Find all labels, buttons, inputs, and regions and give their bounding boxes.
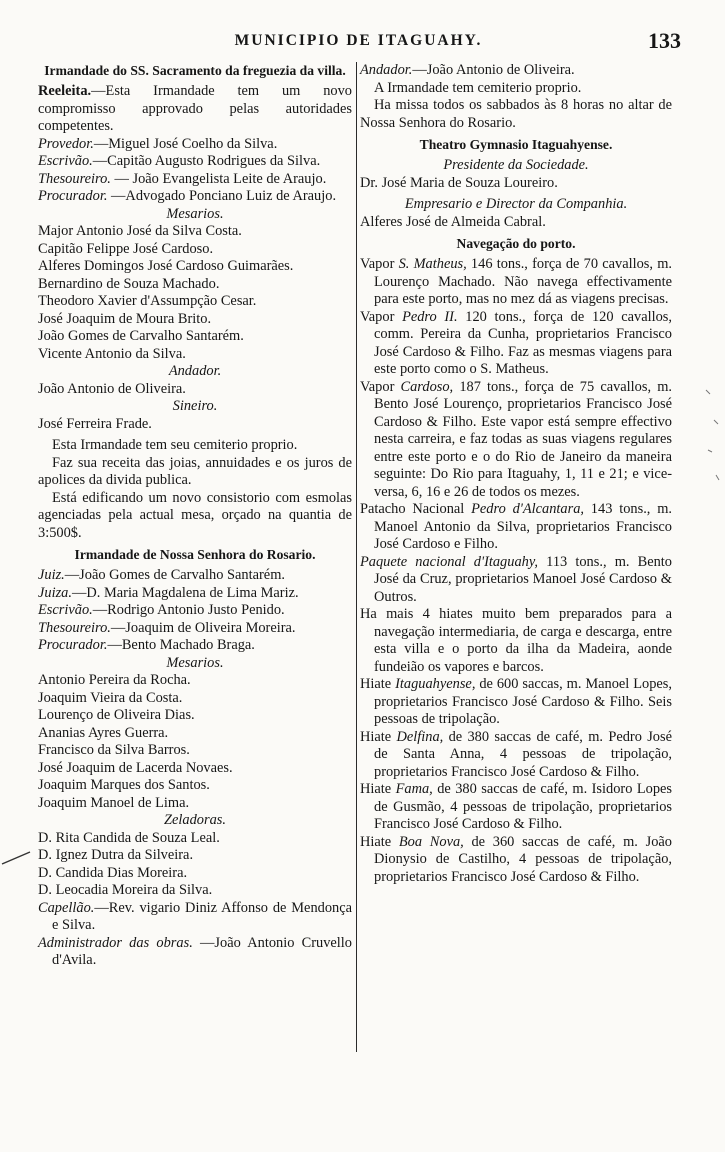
vessel-entry xyxy=(360,676,672,729)
vessel-prefix: Vapor xyxy=(360,378,401,395)
mesario-item: José Joaquim de Lacerda Novaes. xyxy=(38,759,233,776)
vessel-entry xyxy=(360,729,672,782)
paragraph: Esta Irmandade tem seu cemiterio proprio. xyxy=(52,437,298,453)
vessel-name: Delfina, xyxy=(396,728,444,745)
officer-name: —Miguel José Coelho da Silva. xyxy=(93,135,278,152)
intro-text: —Esta Irmandade tem um novo compromisso approvado pelas autoridades competentes. xyxy=(38,83,352,134)
vessel-prefix: Hiate xyxy=(360,728,397,745)
vessel-prefix: Vapor xyxy=(360,308,403,325)
administrador-line xyxy=(38,935,352,970)
officer-name: —Joaquim de Oliveira Moreira. xyxy=(110,619,296,636)
vessel-entry xyxy=(360,379,672,502)
zeladoras-heading: Zeladoras. xyxy=(164,812,226,828)
running-title: MUNICIPIO DE ITAGUAHY. xyxy=(234,32,483,49)
mesario-item: Joaquim Marques dos Santos. xyxy=(38,777,210,793)
officer-line xyxy=(38,153,352,171)
intro-label: Reeleita. xyxy=(38,83,92,99)
officer-line xyxy=(38,585,352,603)
vessel-details: 146 tons., força de 70 cavallos, m. Lourenço Machado. Não navega effectivamente para este porto, mas no mez dá as viagens precisas. xyxy=(374,256,672,307)
mesario-item: Francisco da Silva Barros. xyxy=(38,742,190,758)
theatre-title: Theatro Gymnasio Itaguahyense. xyxy=(419,137,613,152)
officer-name: —Rodrigo Antonio Justo Penido. xyxy=(92,602,285,618)
mesario-item: Capitão Felippe José Cardoso. xyxy=(38,240,214,257)
officer-name: —Capitão Augusto Rodrigues da Silva. xyxy=(92,153,321,169)
capellao-text: —Rev. vigario Diniz Affonso de Mendonça e Silva. xyxy=(52,899,352,933)
vessel-entry xyxy=(360,781,672,834)
edge-speckle-mark xyxy=(700,380,724,490)
capellao-line xyxy=(38,900,352,935)
officer-name: — João Evangelista Leite de Araujo. xyxy=(110,170,327,187)
empresario-heading: Empresario e Director da Companhia. xyxy=(404,196,628,212)
officer-line xyxy=(38,188,352,206)
officer-line xyxy=(38,171,352,189)
officer-role: Provedor. xyxy=(38,135,94,152)
vessel-name: Pedro d'Alcantara, xyxy=(471,501,584,517)
mesario-item: Theodoro Xavier d'Assumpção Cesar. xyxy=(38,293,257,309)
vessel-name: Pedro II. xyxy=(402,308,458,325)
page-header xyxy=(36,30,681,56)
officer-role: Procurador. xyxy=(38,637,108,653)
vessel-details: 113 tons., m. Bento José da Cruz, proprietarios Manoel José Cardoso & Outros. xyxy=(374,553,673,605)
officer-name: —Bento Machado Braga. xyxy=(107,637,255,653)
officer-line xyxy=(38,602,352,620)
vessel-name: Cardoso, xyxy=(400,378,454,395)
officer-name: —João Gomes de Carvalho Santarém. xyxy=(64,567,285,583)
mesario-item: Major Antonio José da Silva Costa. xyxy=(38,223,242,239)
officer-name: —D. Maria Magdalena de Lima Mariz. xyxy=(71,584,299,601)
sineiro-heading: Sineiro. xyxy=(172,398,218,414)
vessel-details: 187 tons., força de 75 cavallos, m. Bento José Lourenço, proprietarios Francisco José Cardoso & Filho. Este vapor está sempre effectivo nesta carreira, e faz todas as suas viagens regulares entre este porto e o do Rio de Janeiro da maneira seguinte: Do Rio para Itaguahy, 1, 11 e 21; e vice-versa, 6, 16 e 26 de todos os mezes. xyxy=(374,378,672,500)
officer-role: Juiza. xyxy=(38,584,72,601)
vessel-prefix: Ha mais 4 hiates muito bem preparados para a navegação intermediaria, de carga e descarga, entre esta villa e o porto da ilha da Madeira, aonde fundeião os vapores e barcos. xyxy=(360,606,672,675)
officer-line xyxy=(38,620,352,638)
vessel-name: Itaguahyense, xyxy=(395,676,476,692)
missa-line: Ha missa todos os sabbados às 8 horas no altar de Nossa Senhora do Rosario. xyxy=(360,97,672,131)
right-column xyxy=(360,62,672,886)
officer-role: Thesoureiro. xyxy=(38,170,111,187)
vessel-name: Paquete nacional d'Itaguahy, xyxy=(360,553,539,570)
administrador-text: —João Antonio Cruvello d'Avila. xyxy=(52,934,352,968)
navigation-title: Navegação do porto. xyxy=(456,236,576,251)
officer-role: Juiz. xyxy=(38,567,65,583)
andador-line xyxy=(360,62,672,80)
column-divider xyxy=(356,62,357,1052)
margin-pencil-mark xyxy=(0,840,32,870)
officer-name: —Advogado Ponciano Luiz de Araujo. xyxy=(107,188,337,204)
vessel-name: Boa Nova, xyxy=(398,833,464,850)
vessel-details: de 380 saccas de café, m. Pedro José de Santa Anna, 4 pessoas de tripolação, proprietarios Francisco José Cardoso & Filho. xyxy=(374,728,672,780)
vessel-prefix: Hiate xyxy=(360,833,399,850)
vessel-details: de 380 saccas de café, m. Isidoro Lopes de Gusmão, 4 pessoas de tripolação, proprietarios Francisco José Cardoso & Filho. xyxy=(374,781,673,832)
officer-role: Escrivão. xyxy=(38,602,93,618)
section-title-sacramento: Irmandade do SS. Sacramento da freguezia da villa. xyxy=(44,63,346,78)
section-title-rosario: Irmandade de Nossa Senhora do Rosario. xyxy=(74,547,316,562)
zeladora-item: D. Rita Candida de Souza Leal. xyxy=(38,829,220,846)
page-number: 133 xyxy=(648,28,681,53)
vessel-entry xyxy=(360,606,672,676)
vessel-details: de 600 saccas, m. Manoel Lopes, proprietarios Francisco José Cardoso & Filho. Seis pessoas de tripolação. xyxy=(374,676,672,727)
vessel-entry xyxy=(360,501,672,554)
paragraph: Está edificando um novo consistorio com esmolas agenciadas pela actual mesa, orçado na quantia de 3:500$. xyxy=(38,489,352,541)
sacramento-intro xyxy=(38,83,352,136)
andador-name: João Antonio de Oliveira. xyxy=(38,380,186,397)
vessel-prefix: Hiate xyxy=(360,781,396,797)
mesario-item: Joaquim Vieira da Costa. xyxy=(38,689,183,706)
paragraph: Faz sua receita das joias, annuidades e os juros de apolices da divida publica. xyxy=(38,454,352,488)
mesario-item: Vicente Antonio da Silva. xyxy=(38,345,186,362)
vessel-entry xyxy=(360,554,672,607)
mesario-item: José Joaquim de Moura Brito. xyxy=(38,310,212,327)
left-column xyxy=(38,62,352,970)
vessel-prefix: Hiate xyxy=(360,676,396,692)
mesario-item: Bernardino de Souza Machado. xyxy=(38,275,220,292)
vessel-prefix: Patacho Nacional xyxy=(360,501,472,517)
mesarios-heading: Mesarios. xyxy=(166,654,224,671)
vessel-details: 120 tons., força de 120 cavallos, comm. Pereira da Cunha, proprietarios Francisco José Cardoso & Filho. Faz as mesmas viagens para este porto como o S. Matheus. xyxy=(374,308,672,377)
administrador-role: Administrador das obras. xyxy=(38,934,193,951)
officer-line xyxy=(38,567,352,585)
vessel-entry xyxy=(360,834,672,887)
officer-line xyxy=(38,136,352,154)
mesario-item: Alferes Domingos José Cardoso Guimarães. xyxy=(38,258,294,274)
vessel-name: Fama, xyxy=(395,781,433,797)
cemiterio-line: A Irmandade tem cemiterio proprio. xyxy=(374,79,582,96)
zeladora-item: D. Ignez Dutra da Silveira. xyxy=(38,847,194,863)
vessel-details: de 360 saccas de café, m. João Dionysio de Castilho, 4 pessoas de tripolação, proprietarios Francisco José Cardoso & Filho. xyxy=(374,833,672,885)
mesario-item: Lourenço de Oliveira Dias. xyxy=(38,707,195,723)
vessel-entry xyxy=(360,309,672,379)
vessel-details: 143 tons., m. Manoel Antonio da Silva, proprietarios Francisco José Cardoso e Filho. xyxy=(374,501,672,552)
mesario-item: Ananias Ayres Guerra. xyxy=(38,724,169,741)
president-name: Dr. José Maria de Souza Loureiro. xyxy=(360,174,558,191)
officer-line xyxy=(38,637,352,655)
andador-role: Andador. xyxy=(360,62,413,78)
vessel-entry xyxy=(360,256,672,309)
mesario-item: João Gomes de Carvalho Santarém. xyxy=(38,328,244,344)
sineiro-name: José Ferreira Frade. xyxy=(38,415,152,432)
mesario-item: Antonio Pereira da Rocha. xyxy=(38,672,191,688)
mesario-item: Joaquim Manoel de Lima. xyxy=(38,794,190,811)
andador-text: —João Antonio de Oliveira. xyxy=(412,62,575,78)
officer-role: Thesoureiro. xyxy=(38,619,111,636)
zeladora-item: D. Leocadia Moreira da Silva. xyxy=(38,882,213,898)
mesarios-heading: Mesarios. xyxy=(166,205,224,222)
vessel-name: S. Matheus, xyxy=(398,256,467,272)
andador-heading: Andador. xyxy=(168,363,222,379)
vessel-prefix: Vapor xyxy=(360,256,399,272)
zeladora-item: D. Candida Dias Moreira. xyxy=(38,864,188,881)
capellao-role: Capellão. xyxy=(38,899,95,916)
empresario-name: Alferes José de Almeida Cabral. xyxy=(360,213,546,230)
president-heading: Presidente da Sociedade. xyxy=(443,157,589,173)
officer-role: Procurador. xyxy=(38,188,108,204)
officer-role: Escrivão. xyxy=(38,153,93,169)
